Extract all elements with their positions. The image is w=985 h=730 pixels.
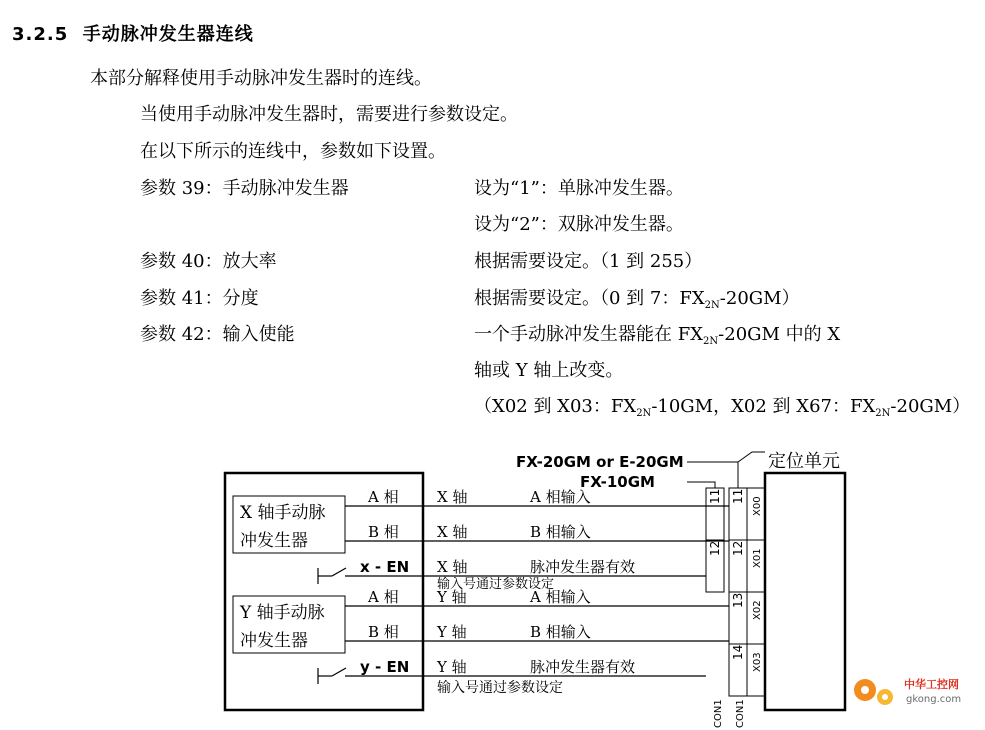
intro-line-3: 在以下所示的连线中，参数如下设置。: [140, 141, 446, 162]
y-generator-label-1: Y 轴手动脉: [240, 603, 325, 623]
positioning-unit-label: 定位单元: [768, 451, 840, 472]
gear-icon: [854, 679, 893, 705]
section-title: 手动脉冲发生器连线: [82, 24, 254, 45]
watermark-cn: 中华工控网: [904, 678, 959, 691]
positioning-unit-box: [765, 473, 845, 710]
y-a-input-label: A 相输入: [530, 588, 591, 606]
y-en-label: y - EN: [360, 658, 410, 676]
x-en-label: x - EN: [360, 558, 410, 576]
intro-line-1: 本部分解释使用手动脉冲发生器时的连线。: [90, 68, 432, 89]
y-phase-b-label: B 相: [368, 623, 399, 641]
pin-20gm-13: 13: [731, 592, 745, 608]
x-a-input-label: A 相输入: [530, 488, 591, 506]
param-41-name: 参数 41：分度: [140, 288, 259, 309]
intro-line-2: 当使用手动脉冲发生器时，需要进行参数设定。: [140, 104, 518, 125]
label-10gm: FX-10GM: [580, 473, 655, 491]
y-pulse-valid-label: 脉冲发生器有效: [530, 658, 636, 676]
x-input-by-param-label: 输入号通过参数设定: [437, 577, 555, 592]
param-42-desc-1: 一个手动脉冲发生器能在 $FX_{2N}-20GM$ 中的 X: [474, 324, 841, 347]
input-x00: X00: [752, 496, 763, 516]
x-b-input-label: B 相输入: [530, 523, 591, 541]
y-phase-a-label: A 相: [368, 588, 399, 606]
pin-20gm-14: 14: [731, 644, 745, 660]
x-pulse-valid-label: 脉冲发生器有效: [530, 558, 636, 576]
param-39-desc-2: 设为“2”：双脉冲发生器。: [474, 214, 684, 235]
pin-10gm-11: 11: [708, 488, 722, 504]
param-41-desc: 根据需要设定。（0 到 7：$FX_{2N}-20GM$）: [474, 288, 800, 311]
param-39-name: 参数 39：手动脉冲发生器: [140, 178, 349, 199]
x-generator-label-1: X 轴手动脉: [240, 503, 326, 523]
param-42-name: 参数 42：输入使能: [140, 324, 295, 345]
input-x02: X02: [752, 600, 763, 620]
section-number: 3.2.5: [12, 24, 69, 45]
watermark-url: gkong.com: [906, 694, 962, 705]
pin-20gm-11: 11: [731, 488, 745, 504]
con1-label-10gm: CON1: [713, 699, 724, 728]
param-39-desc-1: 设为“1”：单脉冲发生器。: [474, 178, 684, 199]
x-axis-label-b: X 轴: [437, 523, 468, 541]
param-42-desc-2: 轴或 Y 轴上改变。: [474, 360, 624, 381]
pin-10gm-12: 12: [708, 540, 722, 556]
x-axis-label-en: X 轴: [437, 558, 468, 576]
y-b-input-label: B 相输入: [530, 623, 591, 641]
y-generator-label-2: 冲发生器: [240, 631, 308, 651]
param-40-name: 参数 40：放大率: [140, 251, 277, 272]
input-range-note: （X02 到 X03：$FX_{2N}-10GM$，X02 到 X67：$FX_{2N}-20GM$）: [474, 396, 971, 419]
x-generator-label-2: 冲发生器: [240, 531, 308, 551]
y-input-by-param-label: 输入号通过参数设定: [437, 680, 563, 696]
y-axis-label-b: Y 轴: [437, 623, 467, 641]
x-phase-a-label: A 相: [368, 488, 399, 506]
y-axis-label-a: Y 轴: [437, 588, 467, 606]
y-axis-label-en: Y 轴: [437, 658, 467, 676]
con1-label-20gm: CON1: [735, 699, 746, 728]
input-x03: X03: [752, 652, 763, 672]
param-40-desc: 根据需要设定。（1 到 255）: [474, 251, 703, 272]
x-axis-label-a: X 轴: [437, 488, 468, 506]
input-x01: X01: [752, 548, 763, 568]
label-e20gm: FX-20GM or E-20GM: [516, 453, 684, 471]
pin-20gm-12: 12: [731, 540, 745, 556]
x-phase-b-label: B 相: [368, 523, 399, 541]
